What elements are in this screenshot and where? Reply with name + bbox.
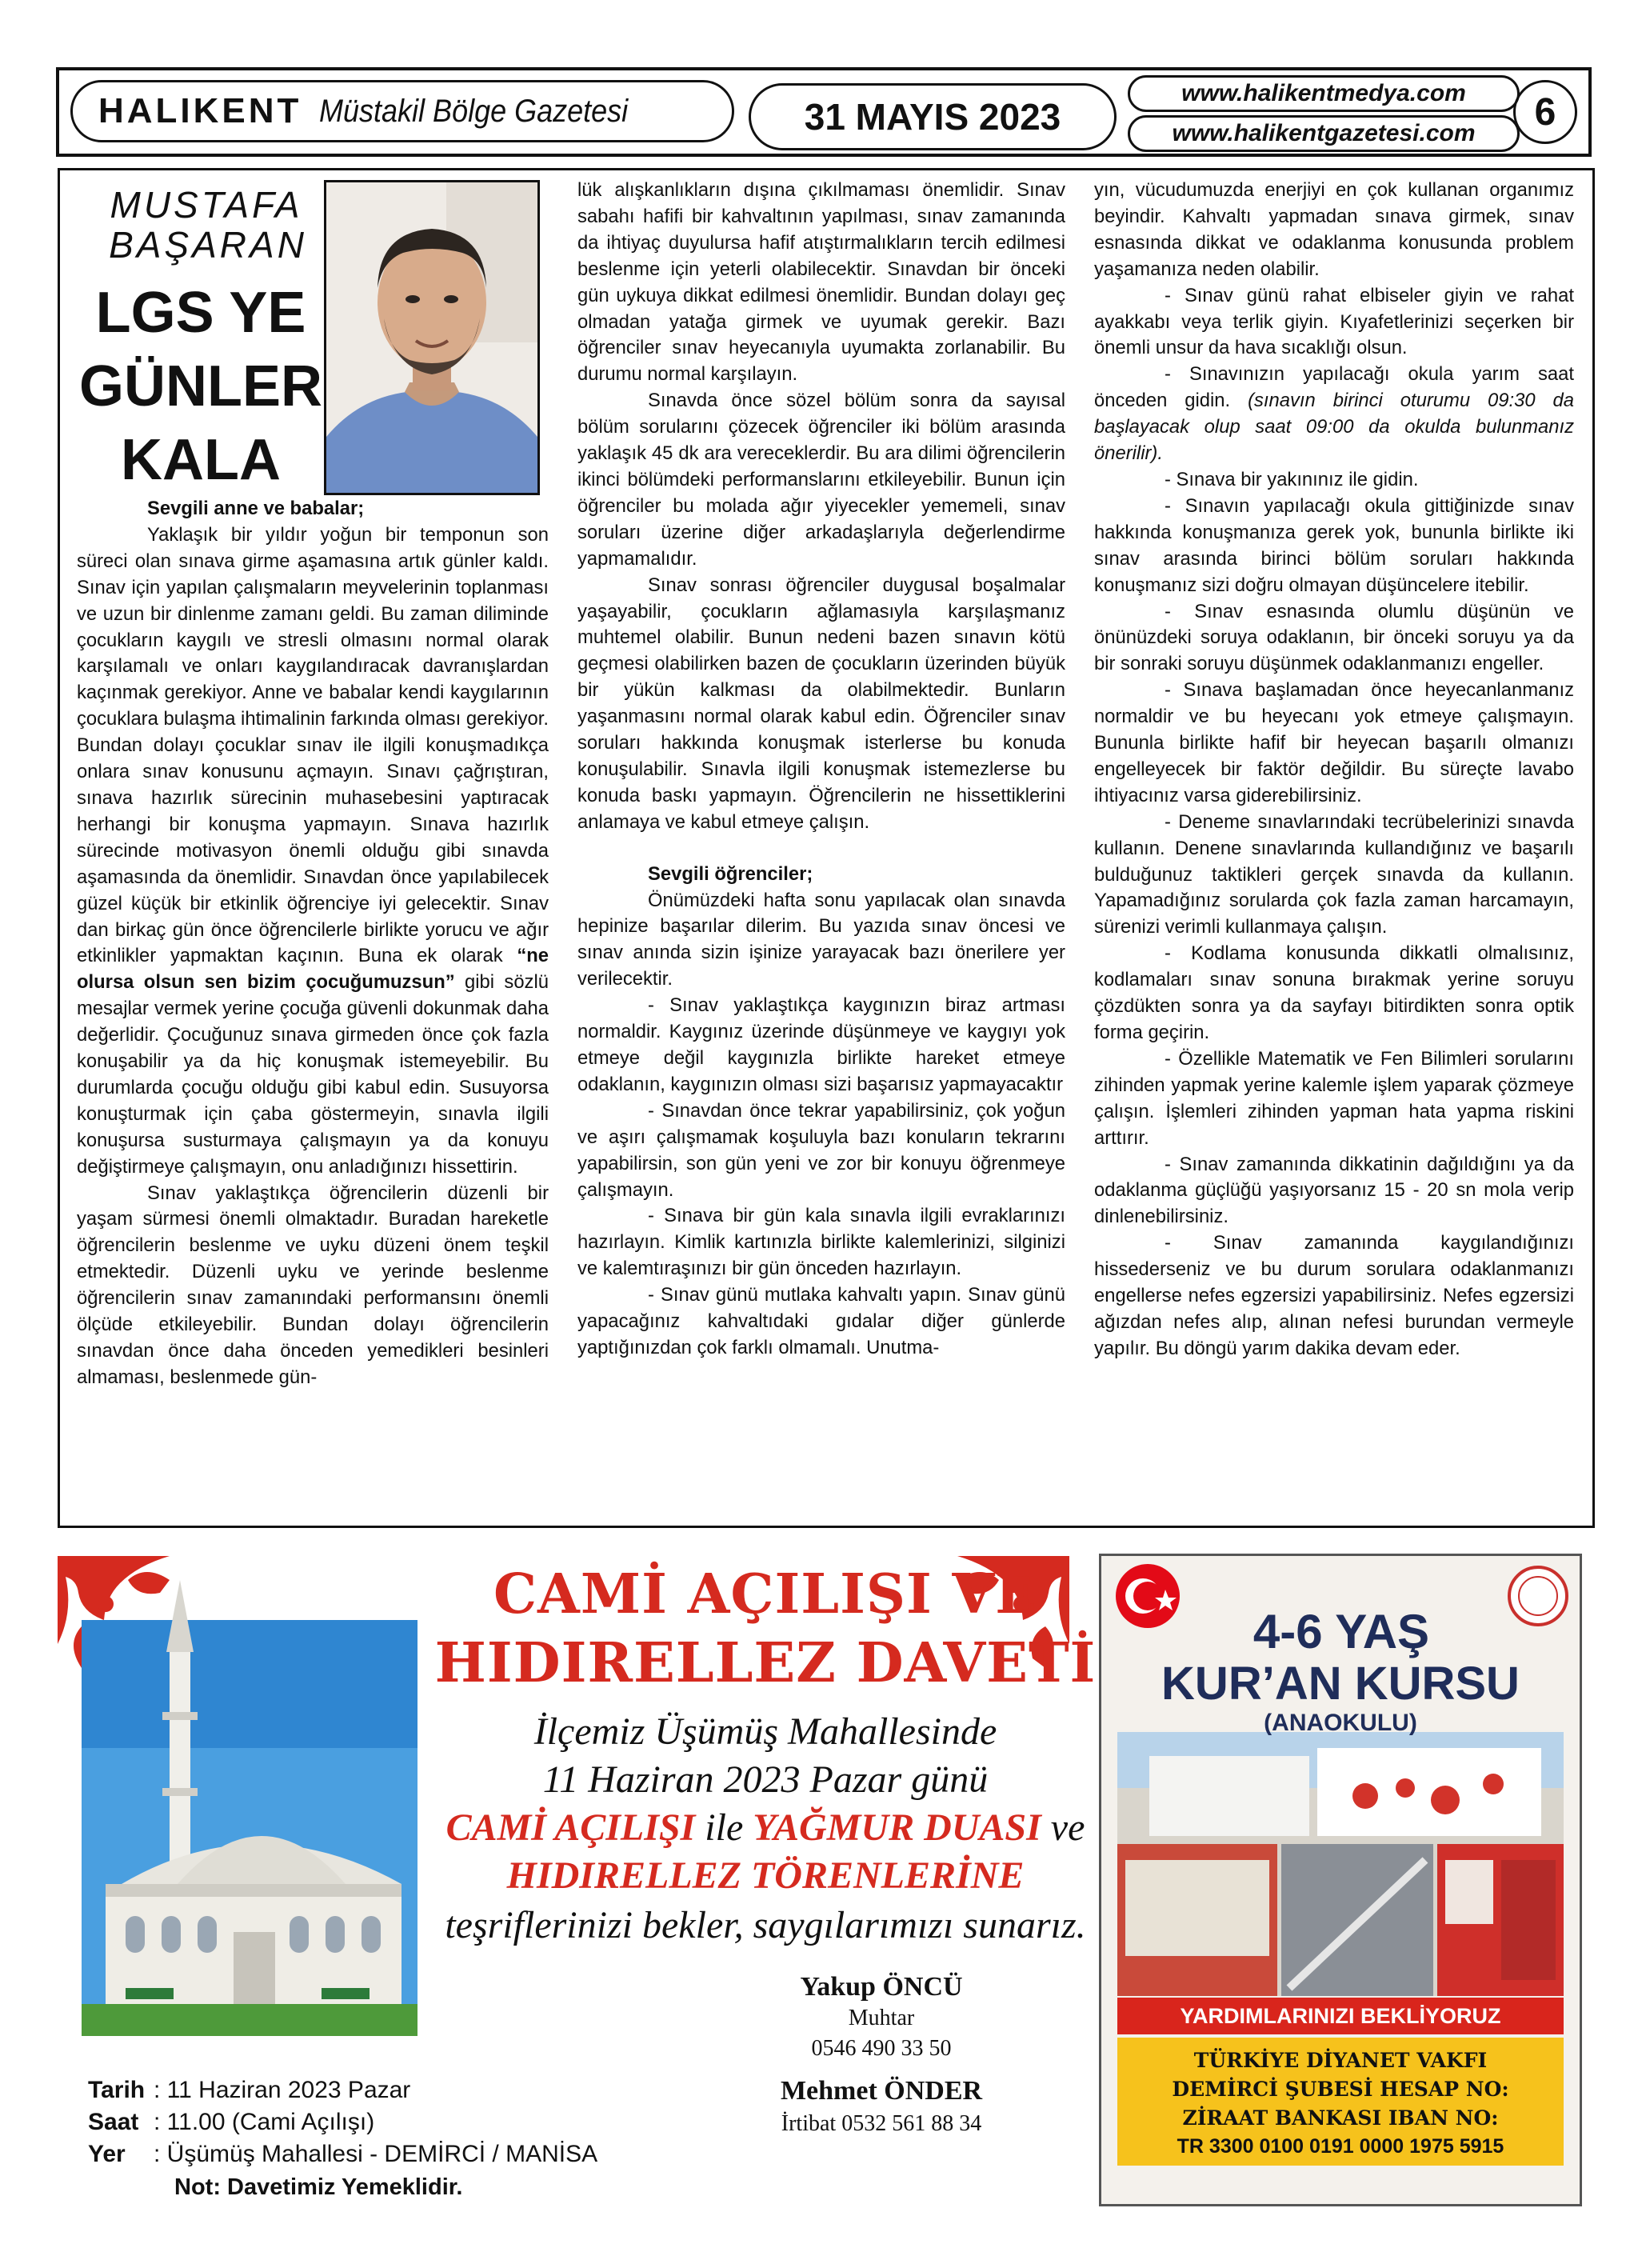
bank-line-1: TÜRKİYE DİYANET VAKFI <box>1193 2049 1488 2072</box>
invitation-text-line-4: HIDIRELLEZ TÖRENLERİNE <box>506 1854 1025 1897</box>
course-title-line-1: 4-6 YAŞ <box>1252 1605 1430 1658</box>
paragraph-text: Sınavda önce sözel bölüm sonra da sayısal bölüm sorularını çözecek öğrenciler iki bölüm arasında yaklaşık 45 dk ara vereceklerdir. Bu ara dilimi öğrencilerin ikinci bölümdeki performanslarını etkileyebilir. Bunun için öğrenciler bu molada ağır yiyecekler yememeli, sınav soruları üzerine diğer arkadaşlarıyla değerlendirme yapmamalıdır. <box>577 390 1065 570</box>
support-banner: YARDIMLARINIZI BEKLİYORUZ <box>1180 2004 1501 2028</box>
event-time-row <box>88 2109 374 2136</box>
headline-line-1: LGS YE <box>95 281 306 345</box>
iban-number: TR 3300 0100 0191 0000 1975 5915 <box>1177 2135 1504 2158</box>
article-paragraph <box>577 862 1065 888</box>
event-place-label: Yer <box>88 2141 126 2167</box>
paragraph-text: - Sınava bir gün kala sınavla ilgili evraklarınızı hazırlayın. Kimlik kartınızla birlikte kalemlerinizi, silginizi ve kalemtıraşınızı bir gün önceden hazırlayın. <box>577 1205 1065 1280</box>
author-first-name: MUSTAFA <box>110 184 303 226</box>
article-paragraph <box>1094 283 1574 362</box>
article-paragraph <box>577 1282 1065 1362</box>
article-paragraph <box>1094 362 1574 467</box>
event-date-row <box>88 2077 410 2104</box>
page-number: 6 <box>1513 80 1577 144</box>
article-paragraph <box>77 496 549 522</box>
paragraph-text: Sevgili anne ve babalar; <box>147 498 365 519</box>
event-date-label: Tarih <box>88 2077 146 2103</box>
paragraph-text: yın, vücudumuzda enerjiyi en çok kullanan organımız beyindir. Kahvaltı yapmadan sınava girmek, sınav esnasında dikkat ve odaklanma konusunda problem yaşamanıza neden olabilir. <box>1094 179 1574 280</box>
signatory-1-name: Yakup ÖNCÜ <box>800 1972 963 2002</box>
website-link-2[interactable]: www.halikentgazetesi.com <box>1128 115 1520 152</box>
article-column-1 <box>77 496 549 1391</box>
quran-course-ad <box>1099 1554 1582 2206</box>
signatory-2-phone: İrtibat 0532 561 88 34 <box>781 2111 982 2136</box>
paragraph-text: - Sınava bir yakınınız ile gidin. <box>1165 468 1419 490</box>
website-link-1[interactable]: www.halikentmedya.com <box>1128 75 1520 112</box>
connector-ve: ve <box>1050 1806 1085 1849</box>
author-portrait-illustration <box>326 182 537 493</box>
article-paragraph <box>77 1181 549 1391</box>
paragraph-text: - Sınav zamanında kaygılandığınızı hissederseniz ve bu durum sorulara odaklanmanızı engellerse nefes egzersizi yapabilirsiniz. Nefes egzersizi ağızdan nefes alıp, alınan nefesi burundan vermeyle yapılır. Bu döngü yarım dakika devam eder. <box>1094 1232 1574 1359</box>
article-paragraph <box>1094 678 1574 810</box>
signatory-2-name: Mehmet ÖNDER <box>780 2076 983 2106</box>
invitation-title-line-1: CAMİ AÇILIŞI VE <box>493 1562 1038 1626</box>
course-title-line-3: (ANAOKULU) <box>1264 1710 1417 1736</box>
article-paragraph <box>1094 494 1574 599</box>
paragraph-text: - Deneme sınavlarındaki tecrübelerinizi sınavda kullanın. Denene sınavlarında kullandığınız ve başarılı bulduğunuz taktikleri gerçek sınavda da kullanın. Yapamadığınız sorularda çok fazla zaman harcamayın, sürenizi verimli kullanmaya çalışın. <box>1094 810 1574 938</box>
paragraph-text: Önümüzdeki hafta sonu yapılacak olan sınavda hepinize başarılar dilerim. Bu yazıda sınav öncesi ve sınav anında sizin işinize yarayacak bazı önerilere yer verilecektir. <box>577 889 1065 990</box>
article-paragraph <box>577 388 1065 572</box>
article-paragraph <box>77 522 549 1181</box>
article-paragraph <box>577 888 1065 994</box>
signatory-1-phone: 0546 490 33 50 <box>811 2036 952 2061</box>
paragraph-text: Sınav sonrası öğrenciler duygusal boşalmalar yaşayabilir, çocukların ağlamasıyla karşılaşmanız muhtemel olabilir. Bunun nedeni bazen sınavın kötü geçmesi olabilirken bazen de çocukların üzerinden büyük bir yükün kalkması da olabilmektedir. Bunların yaşanmasını normal olarak kabul edin. Öğrenciler sınav soruları hakkında konuşmak isterlerse bu konuda konuşulabilir. Sınavla ilgili konuşmak istemezlerse bu konuda baskı yapmayın. Öğrencilerin ne hissettiklerini anlamaya ve kabul etmeye çalışın. <box>577 574 1065 833</box>
article-column-3 <box>1094 178 1574 1362</box>
article-paragraph <box>1094 810 1574 942</box>
paragraph-text: Sınav yaklaştıkça öğrencilerin düzenli bir yaşam sürmesi önemli olmaktadır. Buradan hareketle öğrencilerin beslenme ve uyku düzeni önem teşkil etmektedir. Düzenli uyku ve yerinde beslenme öğrencilerin sınav zamanındaki performansını önemli ölçüde etkileyebilir. Bundan dolayı öğrencilerin sınavdan önce daha önceden yemedikleri besinleri almaması, beslenmede gün- <box>77 1182 549 1388</box>
article-paragraph <box>577 1098 1065 1204</box>
issue-date: 31 MAYIS 2023 <box>749 83 1117 150</box>
masthead-title-box <box>70 80 734 142</box>
headline-line-2: GÜNLER <box>79 354 322 418</box>
article-headline <box>69 276 333 497</box>
invitation-text-line-2: 11 Haziran 2023 Pazar günü <box>542 1758 989 1801</box>
article-paragraph <box>577 1203 1065 1282</box>
paragraph-gap <box>577 836 1065 862</box>
paragraph-text: - Sınavınızın yapılacağı okula yarım saat önceden gidin. <box>1094 363 1574 412</box>
event-place-value: : Üşümüş Mahallesi - DEMİRCİ / MANİSA <box>154 2141 598 2167</box>
paragraph-text: - Sınav esnasında olumlu düşünün ve önünüzdeki soruya odaklanın, bir önceki soruyu ya da bir sonraki soruyu düşünmek odaklanmanızı engeller. <box>1094 600 1574 675</box>
paragraph-text: - Sınav günü mutlaka kahvaltı yapın. Sınav günü yapacağınız kahvaltıdaki gıdalar diğer günlerde yaptığınızdan çok farklı olmamalı. Unutma- <box>577 1284 1065 1358</box>
author-photo <box>324 180 540 495</box>
invitation-text-line-3 <box>410 1806 1121 1850</box>
paragraph-text: - Sınavdan önce tekrar yapabilirsiniz, çok yoğun ve aşırı çalışmamak koşuluyla bazı konuların tekrarını yapabilirsin, son gün yeni ve zor bir konuyu öğrenmeye çalışmayın. <box>577 1099 1065 1201</box>
article-paragraph <box>1094 1152 1574 1231</box>
paragraph-text: lük alışkanlıkların dışına çıkılmaması önemlidir. Sınav sabahı hafifi bir kahvaltının yapılması, sınav zamanında da ihtiyaç duyulursa hafif atıştırmalıkların tercih edilmesi beslenme için yeterli olabilecektir. Sınavdan bir önceki gün uykuya dikkat edilmesi önemlidir. Bundan dolayı geç olmadan yatağa girmek ve uyumak gerekir. Bazı öğrenciler sınav heyecanıyla uyumakta zorlanabilir. Bu durumu normal karşılayın. <box>577 179 1065 386</box>
invitation-title-line-2: HIDIRELLEZ DAVETİ <box>434 1631 1097 1695</box>
course-title-line-2: KUR’AN KURSU <box>1161 1658 1520 1710</box>
paragraph-text: - Özellikle Matematik ve Fen Bilimleri sorularını zihinden yapmak yerine kalemle işlem yaparak çözmeye çalışın. İşlemleri zihinden yapman hata yapma riskini arttırır. <box>1094 1047 1574 1149</box>
article-column-2 <box>577 178 1065 1362</box>
paragraph-run: “ne olursa olsun sen bizim çocuğumuzsun” <box>77 945 549 994</box>
event-time-value: : 11.00 (Cami Açılışı) <box>154 2109 375 2135</box>
author-last-name: BAŞARAN <box>109 224 307 266</box>
article-paragraph <box>577 178 1065 388</box>
article-paragraph <box>1094 599 1574 678</box>
event-date-value: : 11 Haziran 2023 Pazar <box>154 2077 411 2103</box>
yagmur-duasi-text: YAĞMUR DUASI <box>753 1806 1041 1849</box>
bank-line-2: DEMİRCİ ŞUBESİ HESAP NO: <box>1172 2078 1509 2101</box>
paragraph-text: - Sınav yaklaştıkça kaygınızın biraz artması normaldir. Kaygınız üzerinde düşünmeye ve kaygıyı yok etmeye değil kaygınızla birlikte hareket etmeye odaklanın, kaygınızın olması sizi başarısız yapmayacaktır <box>577 994 1065 1095</box>
paragraph-text: - Sınavın yapılacağı okula gittiğinizde sınav hakkında konuşmanıza gerek yok, bununla birlikte iki sınav arasında birinci bölüm soruları hakkında konuşmanız sizi doğru olmayan düşüncelere itebilir. <box>1094 494 1574 596</box>
masthead <box>56 67 1592 157</box>
paragraph-text: Sevgili öğrenciler; <box>648 862 813 885</box>
headline-line-3: KALA <box>121 428 281 492</box>
article-paragraph <box>577 993 1065 1098</box>
article-paragraph <box>1094 941 1574 1046</box>
event-place-row <box>88 2141 597 2168</box>
article-paragraph <box>1094 467 1574 494</box>
signatory-1-role: Muhtar <box>848 2006 915 2030</box>
paragraph-text: - Sınav günü rahat elbiseler giyin ve rahat ayakkabı veya terlik giyin. Kıyafetlerinizi seçerken bir önemli unsur da hava sıcaklığı olsun. <box>1094 284 1574 359</box>
cami-acilisi-text: CAMİ AÇILIŞI <box>445 1806 696 1849</box>
connector-ile: ile <box>705 1806 744 1849</box>
event-time-label: Saat <box>88 2109 139 2135</box>
article-paragraph <box>1094 178 1574 283</box>
paragraph-text: Yaklaşık bir yıldır yoğun bir temponun son süreci olan sınava girme aşamasına artık günler kaldı. Sınav için yapılan çalışmaların meyvelerinin toplanması ve uzun bir dinlenme zamanı geldi. Bu zaman diliminde çocukların kaygılı ve stresli olmasını normal olarak karşılamalı ve onları kaygılandıracak davranışlardan kaçınmak gerekiyor. Anne ve babalar kendi kaygılarının çocuklara bulaşma ihtimalinin farkında olması gerekiyor. Bundan dolayı çocuklar sınav ile ilgili konuşmadıkça onlara sınav konusunu açmayın. Sınavı çağrıştıran, sınava hazırlık sürecinin muhasebesini yaptıracak herhangi bir konuşma yapmayın. Sınava hazırlık sürecinde motivasyon önemli olduğu gibi sınavda aşamasında da önemlidir. Sınavdan önce yapılabilecek güzel küçük bir etkinlik öğrenciye iyi gelecektir. Sınav dan birkaç gün önce öğrencilerle birlikte yorucu ve ağır etkinlikler yapmaktan kaçının. Buna ek olarak <box>77 523 549 967</box>
invitation-text-line-1: İlçemiz Üşümüş Mahallesinde <box>533 1710 997 1753</box>
article-paragraph <box>1094 1046 1574 1152</box>
article-paragraph <box>1094 1230 1574 1362</box>
paragraph-text: - Sınav zamanında dikkatinin dağıldığını ya da odaklanma güçlüğü yaşıyorsanız 15 - 20 sn mola verip dinlenebilirsiniz. <box>1094 1153 1574 1228</box>
paragraph-run: (sınavın birinci oturumu 09:30 da başlayacak olup saat 09:00 da okulda bulunmanız önerilir). <box>1094 390 1574 465</box>
paragraph-text: - Sınava başlamadan önce heyecanlanmanız normaldir ve bu heyecanı yok etmeye çalışmayın. Bununla birlikte hafif bir heyecan başarılı olmanızı engelleyecek bir faktör değildir. Bu süreçte lavabo ihtiyacınız varsa giderebilirsiniz. <box>1094 679 1574 806</box>
website-links <box>1128 70 1528 157</box>
newspaper-name: HALIKENT <box>98 91 302 130</box>
paragraph-text: - Kodlama konusunda dikkatli olmalısınız, kodlamaları sınav sonuna bırakmak yerine soruyu çözdükten sonra ya da sayfayı bitirdikten sonra optik forma geçirin. <box>1094 942 1574 1043</box>
invitation-note: Not: Davetimiz Yemeklidir. <box>174 2174 463 2200</box>
newspaper-subtitle: Müstakil Bölge Gazetesi <box>319 93 629 129</box>
invitation-text-line-5: teşriflerinizi bekler, saygılarımızı sunarız. <box>445 1904 1086 1946</box>
bank-line-3: ZİRAAT BANKASI IBAN NO: <box>1182 2106 1499 2130</box>
article-paragraph <box>577 573 1065 836</box>
paragraph-run: gibi sözlü mesajlar vermek yerine çocuğa güvenli dokunmak daha değerlidir. Çocuğunuz sınava girmeden önce çok fazla konuşabilir ya da hiç konuşmak istemeyebilir. Bu durumlarda çocuğu olduğu gibi kabul edin. Susuyorsa konuşturmak için çaba göstermeyin, sınavla ilgili konuşursa susturmaya çalışmayın ya da konuyu değiştirmeye çalışmayın, onu anladığınızı hissettirin. <box>77 971 549 1178</box>
